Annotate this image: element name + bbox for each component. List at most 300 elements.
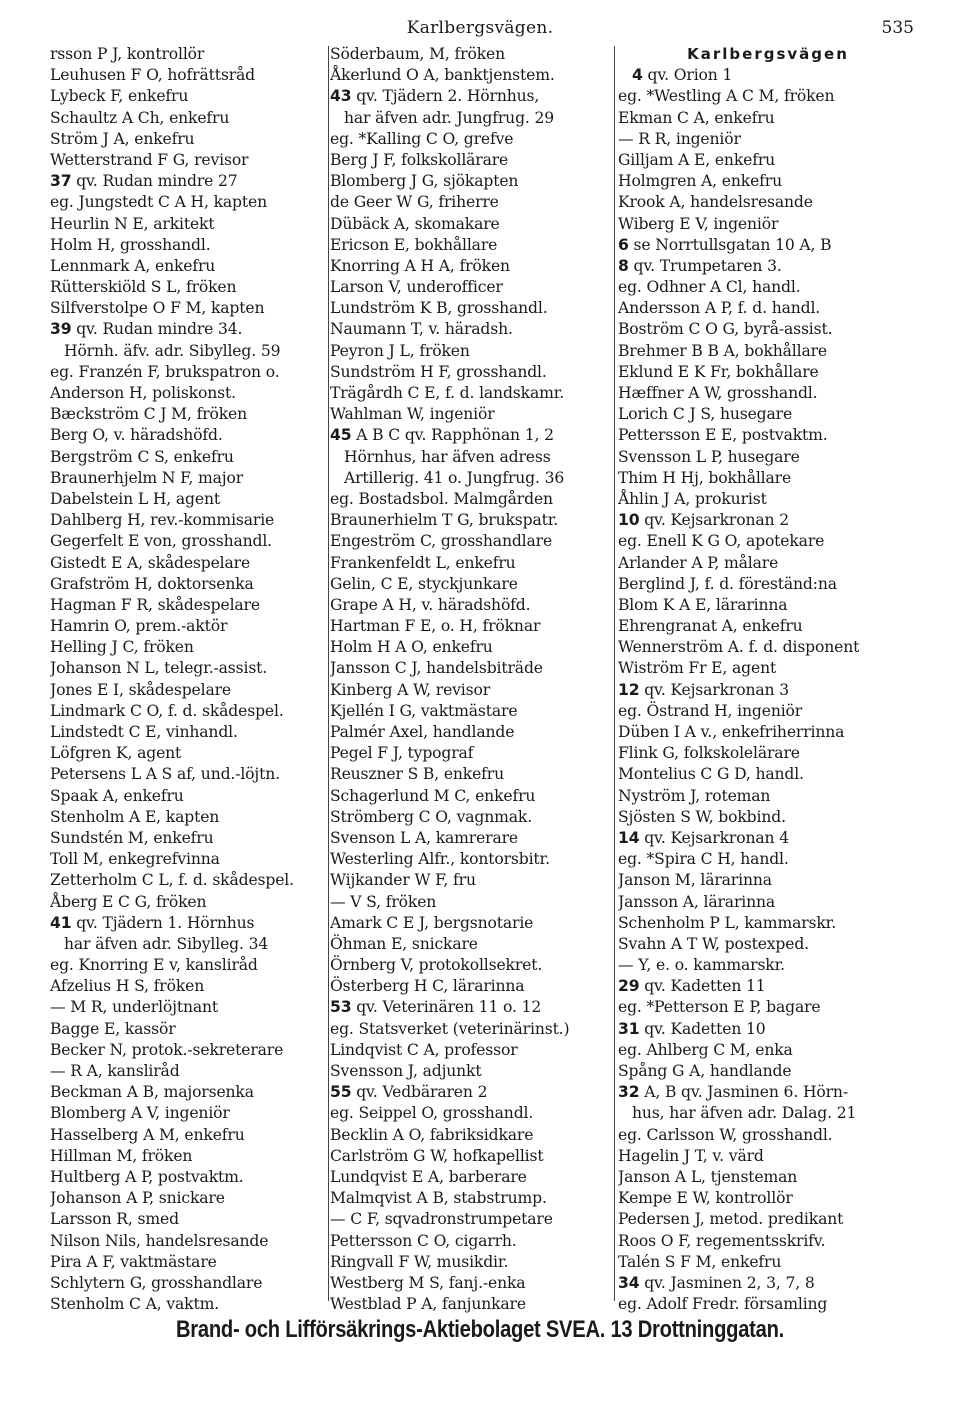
entry-text: Wijkander W F, fru [330,871,476,890]
entry-text: rsson P J, kontrollör [50,45,205,63]
entry-text: Söderbaum, M, fröken [330,45,505,63]
directory-entry [618,997,918,1018]
block-entry [618,1273,918,1294]
directory-entry [50,743,328,764]
directory-entry [50,997,328,1018]
entry-text: A B C qv. Rapphönan 1, 2 [351,426,554,445]
block-entry [50,319,328,340]
entry-text: Stenholm C A, vaktm. [50,1295,220,1314]
directory-column-1 [50,44,328,1315]
entry-text: eg. Knorring E v, kansliråd [50,956,258,975]
entry-text: eg. Statsverket (veterinärinst.) [330,1019,570,1038]
entry-text: Holmgren A, enkefru [618,172,782,191]
directory-entry [618,1125,918,1146]
directory-entry [330,171,614,192]
entry-text: qv. Orion 1 [642,66,733,85]
entry-text: Thim H Hj, bokhållare [618,468,792,487]
entry-text: Artillerig. 41 o. Jungfrug. 36 [344,468,565,487]
entry-text: eg. Seippel O, grosshandl. [330,1104,534,1123]
directory-entry [618,171,918,192]
entry-text: Becklin A O, fabriksidkare [330,1125,534,1144]
entry-text: — R R, ingeniör [618,129,741,148]
directory-entry [50,786,328,807]
house-number: 34 [618,1273,640,1292]
directory-entry [50,1125,328,1146]
block-entry [50,913,328,934]
directory-entry [618,425,918,446]
house-number: 4 [632,66,643,85]
running-title: Karlbergsvägen. [406,18,554,38]
directory-entry [618,722,918,743]
directory-entry [618,870,918,891]
entry-text: Åkerlund O A, banktjenstem. [330,66,555,85]
directory-entry [50,362,328,383]
entry-text: Reuszner S B, enkefru [330,765,504,784]
entry-text: Amark C E J, bergsnotarie [330,913,534,932]
entry-text: Ström J A, enkefru [50,129,195,148]
entry-text: Dübäck A, skomakare [330,214,500,233]
directory-entry [618,553,918,574]
directory-entry [330,65,614,86]
entry-text: Strömberg C O, vagnmak. [330,807,533,826]
entry-text: — M R, underlöjtnant [50,998,219,1017]
entry-text: Zetterholm C L, f. d. skådespel. [50,871,294,890]
directory-entry [330,574,614,595]
entry-text: Dahlberg H, rev.-kommisarie [50,511,275,530]
entry-text: Silfverstolpe O F M, kapten [50,299,265,318]
house-number: 41 [50,913,72,932]
directory-entry [50,425,328,446]
advertisement-footer: Brand- och Lifförsäkrings-Aktiebolaget SVEA. 13 Drottninggatan. [175,1316,785,1343]
entry-text: qv. Kadetten 10 [639,1019,766,1038]
entry-text: Svahn A T W, postexped. [618,934,809,953]
block-entry [330,425,614,446]
entry-text: eg. Enell K G O, apotekare [618,532,825,551]
directory-entry [618,1167,918,1188]
directory-entry [50,1273,328,1294]
entry-text: Löfgren K, agent [50,744,182,763]
street-heading [618,44,918,65]
entry-text: Knorring A H A, fröken [330,256,510,275]
entry-text: Flink G, folkskolelärare [618,744,800,763]
entry-text: Eklund E K Fr, bokhållare [618,362,819,381]
entry-text: Nyström J, roteman [618,786,771,805]
directory-entry [330,129,614,150]
directory-entry [50,934,328,955]
directory-entry [618,616,918,637]
block-entry [618,256,918,277]
entry-text: Spaak A, enkefru [50,786,184,805]
entry-text: Svensson J, adjunkt [330,1062,482,1080]
directory-entry [330,955,614,976]
entry-text: Jansson C J, handelsbiträde [330,659,543,678]
entry-text: Lorich C J S, husegare [618,405,793,424]
directory-entry [618,701,918,722]
directory-column-3 [618,44,918,1315]
block-entry [330,997,614,1018]
entry-text: Hörnhus, har äfven adress [344,447,551,466]
directory-entry [330,1061,614,1082]
entry-text: Hamrin O, prem.-aktör [50,617,228,636]
block-entry [618,828,918,849]
directory-entry [330,298,614,319]
entry-text: Wiström Fr E, agent [618,659,777,678]
entry-text: Gelin, C E, styckjunkare [330,574,518,593]
entry-text: Spång G A, handlande [618,1062,792,1080]
directory-entry [618,658,918,679]
entry-text: eg. *Kalling C O, grefve [330,129,514,148]
block-entry [618,1082,918,1103]
directory-entry [330,277,614,298]
directory-entry [50,870,328,891]
directory-entry [618,807,918,828]
entry-text: Wetterstrand F G, revisor [50,150,249,169]
entry-text: Talén S F M, enkefru [618,1252,782,1271]
directory-entry [50,1040,328,1061]
directory-entry [618,1231,918,1252]
directory-entry [50,277,328,298]
entry-text: qv. Jasminen 2, 3, 7, 8 [639,1273,815,1292]
block-entry [330,86,614,107]
entry-text: Berg O, v. häradshöfd. [50,426,223,445]
entry-text: Holm H A O, enkefru [330,638,493,657]
directory-entry [330,807,614,828]
entry-text: Wiberg E V, ingeniör [618,214,779,233]
entry-text: Kinberg A W, revisor [330,680,491,699]
entry-text: Petersens L A S af, und.-löjtn. [50,765,280,784]
directory-entry [50,86,328,107]
block-entry [618,235,918,256]
entry-text: Westerling Alfr., kontorsbitr. [330,850,550,869]
directory-entry [330,1209,614,1230]
entry-text: Hartman F E, o. H, fröknar [330,617,541,636]
entry-text: eg. *Westling A C M, fröken [618,87,835,106]
directory-entry [330,531,614,552]
house-number: 45 [330,426,352,445]
directory-entry [50,1167,328,1188]
entry-text: — R A, kansliråd [50,1062,180,1080]
entry-text: — V S, fröken [330,892,437,911]
directory-entry [330,658,614,679]
entry-text: Blomberg J G, sjökapten [330,172,519,191]
entry-text: Kjellén I G, vaktmästare [330,701,518,720]
directory-entry [618,192,918,213]
directory-entry [50,1188,328,1209]
entry-text: Kempe E W, kontrollör [618,1189,793,1208]
entry-text: Helling J C, fröken [50,638,194,657]
entry-text: qv. Rudan mindre 34. [71,320,243,339]
block-entry [50,171,328,192]
directory-entry [330,828,614,849]
directory-entry [618,637,918,658]
directory-entry [618,489,918,510]
directory-entry [330,192,614,213]
block-entry [330,1082,614,1103]
block-entry [618,1019,918,1040]
entry-text: Toll M, enkegrefvinna [50,850,220,869]
entry-text: eg. Bostadsbol. Malmgården [330,489,553,508]
directory-entry [50,1231,328,1252]
entry-text: Lindqvist C A, professor [330,1040,518,1059]
directory-entry [330,1231,614,1252]
house-number: 39 [50,320,72,339]
directory-entry [50,256,328,277]
house-number: 10 [618,511,640,530]
entry-text: Nilson Nils, handelsresande [50,1231,269,1250]
entry-text: Hagman F R, skådespelare [50,595,260,614]
directory-entry [618,362,918,383]
directory-entry [330,743,614,764]
directory-entry [618,468,918,489]
directory-entry [50,341,328,362]
entry-text: Janson A L, tjensteman [618,1167,798,1186]
directory-entry [618,1209,918,1230]
entry-text: Leuhusen F O, hofrättsråd [50,66,255,85]
entry-text: Sjösten S W, bokbind. [618,807,786,826]
entry-text: qv. Tjädern 2. Hörnhus, [351,87,540,106]
directory-entry [50,553,328,574]
directory-entry [50,531,328,552]
directory-entry [50,892,328,913]
house-number: 55 [330,1083,352,1102]
entry-text: Åberg E C G, fröken [50,892,207,911]
entry-text: Pettersson C O, cigarrh. [330,1231,517,1250]
entry-text: Svenson L A, kamrerare [330,828,518,847]
entry-text: qv. Rudan mindre 27 [71,172,238,191]
entry-text: har äfven adr. Jungfrug. 29 [344,108,555,127]
entry-text: Andersson A P, f. d. handl. [618,299,821,318]
entry-text: A, B qv. Jasminen 6. Hörn- [639,1083,848,1102]
entry-text: eg. Östrand H, ingeniör [618,701,803,720]
directory-entry [50,1061,328,1082]
entry-text: Johanson N L, telegr.-assist. [50,659,268,678]
entry-text: Hagelin J T, v. värd [618,1146,764,1165]
directory-entry [330,510,614,531]
entry-text: eg. *Petterson E P, bagare [618,998,821,1017]
page-header [0,18,960,44]
directory-entry [330,595,614,616]
directory-entry [50,235,328,256]
entry-text: Grape A H, v. häradshöfd. [330,595,531,614]
entry-text: har äfven adr. Sibylleg. 34 [64,934,269,953]
directory-entry [330,1125,614,1146]
entry-text: Afzelius H S, fröken [50,977,205,996]
directory-entry [50,849,328,870]
directory-entry [330,1252,614,1273]
entry-text: eg. Adolf Fredr. församling [618,1295,828,1314]
directory-entry [50,574,328,595]
directory-entry [50,807,328,828]
directory-entry [330,976,614,997]
directory-entry [618,849,918,870]
directory-entry [618,531,918,552]
directory-entry [618,129,918,150]
directory-entry [618,277,918,298]
directory-entry [618,934,918,955]
entry-text: Frankenfeldt L, enkefru [330,553,516,572]
directory-entry [330,849,614,870]
entry-text: Schenholm P L, kammarskr. [618,913,837,932]
directory-entry [330,44,614,65]
directory-entry [618,574,918,595]
entry-text: Jones E I, skådespelare [50,680,231,699]
directory-entry [330,150,614,171]
entry-text: Lindstedt C E, vinhandl. [50,723,238,741]
directory-entry [50,489,328,510]
directory-entry [50,976,328,997]
directory-entry [50,722,328,743]
directory-entry [330,892,614,913]
entry-text: Ekman C A, enkefru [618,108,775,127]
entry-text: eg. Carlsson W, grosshandl. [618,1125,833,1144]
directory-entry [50,383,328,404]
house-number: 53 [330,998,352,1017]
entry-text: Berglind J, f. d. föreständ:na [618,574,837,593]
entry-text: Pedersen J, metod. predikant [618,1210,844,1229]
entry-text: Westberg M S, fanj.-enka [330,1273,526,1292]
entry-text: Berg J F, folkskollärare [330,150,509,169]
entry-text: Jansson A, lärarinna [618,892,776,911]
directory-entry [330,468,614,489]
entry-text: Janson M, lärarinna [618,871,772,890]
directory-entry [330,1294,614,1315]
entry-text: Engeström C, grosshandlare [330,532,553,551]
house-number: 43 [330,87,352,106]
directory-entry [50,680,328,701]
directory-entry [50,510,328,531]
directory-entry [330,319,614,340]
directory-entry [330,764,614,785]
entry-text: eg. *Spira C H, handl. [618,850,789,869]
entry-text: qv. Veterinären 11 o. 12 [351,998,542,1017]
entry-text: — Y, e. o. kammarskr. [618,956,785,975]
directory-entry [50,1252,328,1273]
house-number: 6 [618,235,629,254]
directory-entry [50,65,328,86]
directory-entry [618,913,918,934]
directory-entry [50,658,328,679]
directory-entry [618,1294,918,1315]
entry-text: Schagerlund M C, enkefru [330,786,536,805]
entry-text: eg. Ahlberg C M, enka [618,1040,793,1059]
entry-text: Beckman A B, majorsenka [50,1083,254,1102]
directory-entry [618,892,918,913]
entry-text: qv. Tjädern 1. Hörnhus [71,913,255,932]
entry-text: Ringvall F W, musikdir. [330,1252,509,1271]
directory-entry [618,1061,918,1082]
directory-entry [50,828,328,849]
entry-text: eg. Jungstedt C A H, kapten [50,193,267,212]
entry-text: Brehmer B B A, bokhållare [618,341,827,360]
directory-entry [618,298,918,319]
entry-text: Johanson A P, snickare [50,1189,225,1208]
directory-entry [330,341,614,362]
directory-entry [330,701,614,722]
directory-entry [618,743,918,764]
entry-text: de Geer W G, friherre [330,193,499,212]
entry-text: Anderson H, poliskonst. [50,384,236,402]
entry-text: se Norrtullsgatan 10 A, B [628,235,832,254]
directory-entry [330,362,614,383]
entry-text: qv. Vedbäraren 2 [351,1083,488,1102]
directory-entry [50,108,328,129]
house-number: 29 [618,977,640,996]
entry-text: qv. Kadetten 11 [639,977,766,996]
entry-text: Boström C O G, byrå-assist. [618,320,833,339]
entry-text: Schlytern G, grosshandlare [50,1273,263,1292]
directory-entry [50,214,328,235]
directory-entry [618,108,918,129]
directory-entry [50,129,328,150]
entry-text: Schaultz A Ch, enkefru [50,108,230,127]
entry-text: Gistedt E A, skådespelare [50,553,251,572]
directory-entry [618,86,918,107]
directory-entry [330,870,614,891]
entry-text: Braunerhielm T G, brukspatr. [330,511,559,530]
directory-entry [50,701,328,722]
entry-text: Wennerström A. f. d. disponent [618,638,860,657]
entry-text: qv. Kejsarkronan 2 [639,511,789,530]
directory-entry [618,447,918,468]
entry-text: Palmér Axel, handlande [330,723,515,741]
directory-entry [330,553,614,574]
directory-entry [50,150,328,171]
entry-text: Gegerfelt E von, grosshandl. [50,532,272,551]
entry-text: Düben I A v., enkefriherrinna [618,723,845,741]
page-number: 535 [881,18,914,38]
directory-entry [330,256,614,277]
directory-entry [618,955,918,976]
entry-text: Pegel F J, typograf [330,744,474,763]
directory-entry [330,616,614,637]
directory-entry [50,616,328,637]
directory-entry [618,214,918,235]
directory-entry [330,108,614,129]
directory-entry [618,319,918,340]
house-number: 14 [618,828,640,847]
directory-entry [50,1146,328,1167]
entry-text: Karlbergsvägen [687,45,849,63]
directory-entry [50,1294,328,1315]
directory-entry [618,1188,918,1209]
entry-text: Grafström H, doktorsenka [50,574,254,593]
directory-entry [330,1019,614,1040]
entry-text: Österberg H C, lärarinna [330,977,525,996]
directory-column-2 [330,44,614,1315]
entry-text: qv. Kejsarkronan 3 [639,680,789,699]
entry-text: Peyron J L, fröken [330,341,470,360]
directory-entry [330,489,614,510]
directory-entry [50,764,328,785]
entry-text: Lundqvist E A, barberare [330,1167,527,1186]
entry-text: Larsson R, smed [50,1210,179,1229]
entry-text: Carlström G W, hofkapellist [330,1146,544,1165]
directory-entry [330,913,614,934]
entry-text: Becker N, protok.-sekreterare [50,1040,284,1059]
entry-text: Hörnh. äfv. adr. Sibylleg. 59 [64,341,281,360]
directory-entry [50,955,328,976]
directory-entry [618,150,918,171]
entry-text: Hillman M, fröken [50,1146,193,1165]
directory-entry [330,1167,614,1188]
entry-text: Heurlin N E, arkitekt [50,214,215,233]
directory-entry [50,595,328,616]
directory-entry [618,1040,918,1061]
entry-text: Svensson L P, husegare [618,447,800,466]
directory-entry [50,192,328,213]
entry-text: Pettersson E E, postvaktm. [618,426,828,445]
entry-text: Blomberg A V, ingeniör [50,1104,230,1123]
